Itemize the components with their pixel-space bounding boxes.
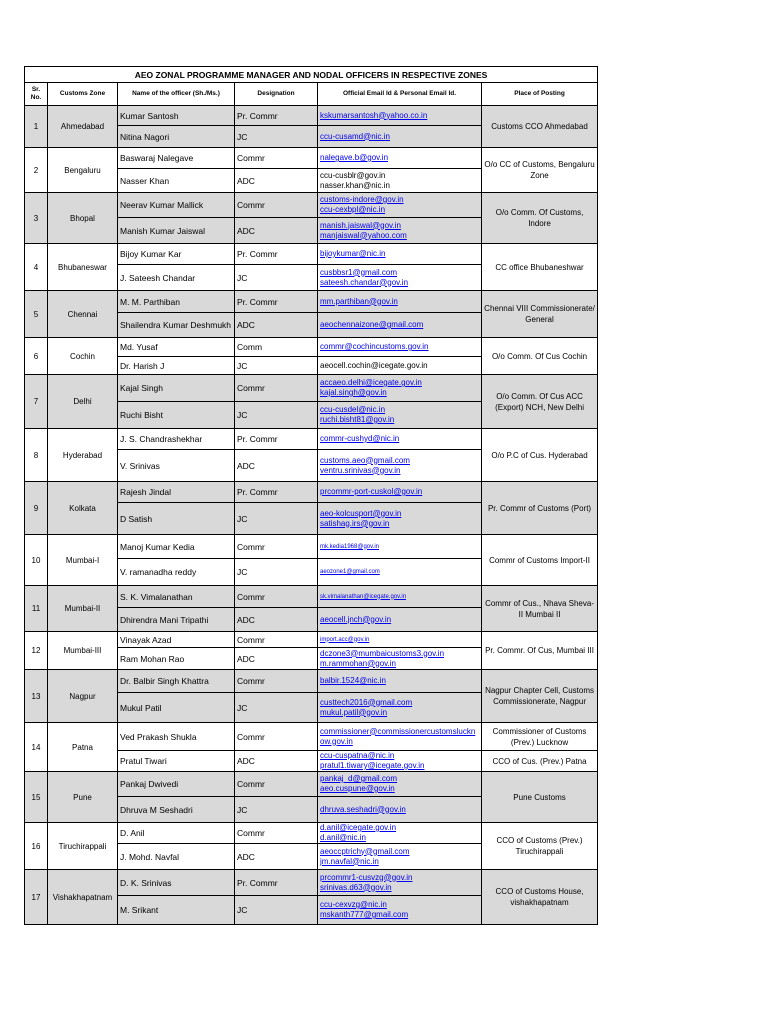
designation-cell: ADC — [235, 313, 318, 338]
email-link[interactable]: bijoykumar@nic.in — [320, 249, 386, 258]
email-link[interactable]: dczone3@mumbaicustoms3.gov.in — [320, 648, 445, 658]
officer-name-cell: Nitina Nagori — [118, 126, 235, 148]
officer-name-cell: J. Sateesh Chandar — [118, 265, 235, 291]
email-link[interactable]: d.anil@icegate.gov.in — [320, 823, 397, 832]
email-link[interactable]: custtech2016@gmail.com — [320, 697, 413, 707]
email-link[interactable]: pratul1.tiwary@icegate.gov.in — [320, 761, 425, 770]
place-of-posting-cell: O/o P.C of Cus. Hyderabad — [482, 429, 598, 482]
officer-name-cell: Ved Prakash Shukla — [118, 723, 235, 751]
zone-cell: Kolkata — [48, 482, 118, 535]
email-link[interactable]: customs.aeo@gmail.com — [320, 455, 410, 465]
zone-cell: Bengaluru — [48, 148, 118, 193]
sr-no-cell: 1 — [25, 106, 48, 148]
email-link[interactable]: balbir.1524@nic.in — [320, 676, 386, 685]
designation-cell: JC — [235, 265, 318, 291]
designation-cell: Commr — [235, 723, 318, 751]
sr-no-cell: 8 — [25, 429, 48, 482]
officer-name-cell: V. Srinivas — [118, 450, 235, 482]
designation-cell: ADC — [235, 169, 318, 193]
zone-cell: Cochin — [48, 338, 118, 375]
sr-no-cell: 2 — [25, 148, 48, 193]
officer-name-cell: Dhirendra Mani Tripathi — [118, 608, 235, 632]
table-row — [25, 535, 598, 559]
email-cell — [318, 670, 482, 693]
officer-name-cell: Pratul Tiwari — [118, 751, 235, 772]
designation-cell: Commr — [235, 632, 318, 648]
email-link[interactable]: sk.vimalanathan@icegate.gov.in — [320, 593, 407, 600]
table-row — [25, 823, 598, 844]
officer-name-cell: J. S. Chandrashekhar — [118, 429, 235, 450]
email-cell — [318, 608, 482, 632]
table-body — [25, 106, 598, 925]
officer-name-cell: Rajesh Jindal — [118, 482, 235, 503]
officer-name-cell: D. K. Srinivas — [118, 870, 235, 896]
designation-cell: Pr. Commr — [235, 482, 318, 503]
email-link[interactable]: cusbbsr1@gmail.com — [320, 267, 398, 277]
officer-name-cell: Dr. Harish J — [118, 357, 235, 375]
email-link[interactable]: mukul.patil@gov.in — [320, 707, 388, 717]
zone-cell: Tiruchirappali — [48, 823, 118, 870]
email-link[interactable]: manjaiswal@yahoo.com — [320, 230, 407, 240]
email-cell — [318, 896, 482, 925]
header-designation: Designation — [235, 83, 318, 106]
officer-name-cell: Dr. Balbir Singh Khattra — [118, 670, 235, 693]
designation-cell: Pr. Commr — [235, 429, 318, 450]
email-link[interactable]: prcommr-port-cuskol@gov.in — [320, 487, 423, 496]
header-email: Official Email Id & Personal Email Id. — [318, 83, 482, 106]
email-cell — [318, 218, 482, 244]
designation-cell: Commr — [235, 535, 318, 559]
place-of-posting-cell: O/o CC of Customs, Bengaluru Zone — [482, 148, 598, 193]
email-link[interactable]: srinivas.d63@gov.in — [320, 882, 392, 892]
email-cell — [318, 291, 482, 313]
sr-no-cell: 5 — [25, 291, 48, 338]
email-link[interactable]: kajal.singh@gov.in — [320, 388, 387, 397]
email-cell — [318, 375, 482, 402]
officer-name-cell: Vinayak Azad — [118, 632, 235, 648]
designation-cell: Commr — [235, 772, 318, 797]
officer-name-cell: Nasser Khan — [118, 169, 235, 193]
table-row — [25, 106, 598, 126]
email-link[interactable]: m.rammohan@gov.in — [320, 658, 396, 668]
designation-cell: Pr. Commr — [235, 870, 318, 896]
email-link[interactable]: ccu-cexvzg@nic.in — [320, 900, 387, 909]
officer-name-cell: M. Srikant — [118, 896, 235, 925]
email-cell — [318, 126, 482, 148]
zone-cell: Chennai — [48, 291, 118, 338]
sr-no-cell: 15 — [25, 772, 48, 823]
email-cell — [318, 429, 482, 450]
designation-cell: Comm — [235, 338, 318, 357]
designation-cell: Commr — [235, 586, 318, 608]
officer-name-cell: Manoj Kumar Kedia — [118, 535, 235, 559]
designation-cell: ADC — [235, 450, 318, 482]
email-link[interactable]: commr-cushyd@nic.in — [320, 434, 400, 443]
place-of-posting-cell: CCO of Customs (Prev.) Tiruchirappali — [482, 823, 598, 870]
email-cell — [318, 265, 482, 291]
place-of-posting-cell: Pr. Commr of Customs (Port) — [482, 482, 598, 535]
email-link[interactable]: aeochennaizone@gmail.com — [320, 320, 424, 329]
designation-cell: JC — [235, 797, 318, 823]
officer-name-cell: Dhruva M Seshadri — [118, 797, 235, 823]
designation-cell: ADC — [235, 751, 318, 772]
table-row — [25, 772, 598, 797]
officer-name-cell: Pankaj Dwivedi — [118, 772, 235, 797]
sr-no-cell: 6 — [25, 338, 48, 375]
sr-no-cell: 9 — [25, 482, 48, 535]
designation-cell: JC — [235, 503, 318, 535]
sr-no-cell: 16 — [25, 823, 48, 870]
email-cell — [318, 535, 482, 559]
table-row — [25, 482, 598, 503]
header-sr-no: Sr. No. — [25, 83, 48, 106]
email-cell — [318, 797, 482, 823]
officer-name-cell: Ruchi Bisht — [118, 402, 235, 429]
designation-cell: JC — [235, 896, 318, 925]
email-cell — [318, 844, 482, 870]
email-link[interactable]: satishag.irs@gov.in — [320, 518, 390, 528]
zone-cell: Mumbai-II — [48, 586, 118, 632]
email-cell — [318, 357, 482, 375]
email-cell — [318, 772, 482, 797]
email-link[interactable]: aeo-kolcusport@gov.in — [320, 508, 402, 518]
email-cell — [318, 693, 482, 723]
email-cell — [318, 723, 482, 751]
place-of-posting-cell: Commissioner of Customs (Prev.) Lucknow — [482, 723, 598, 751]
officer-name-cell: Bijoy Kumar Kar — [118, 244, 235, 265]
email-cell — [318, 823, 482, 844]
email-cell — [318, 148, 482, 169]
email-link[interactable]: mk.kedia1968@gov.in — [320, 543, 380, 550]
zone-cell: Mumbai-I — [48, 535, 118, 586]
sr-no-cell: 13 — [25, 670, 48, 723]
email-link[interactable]: kskumarsantosh@yahoo.co.in — [320, 110, 428, 120]
email-link[interactable]: jm.navfal@nic.in — [320, 856, 379, 866]
email-cell — [318, 402, 482, 429]
email-link[interactable]: aeocell.jnch@gov.in — [320, 614, 392, 624]
officer-name-cell: Md. Yusaf — [118, 338, 235, 357]
email-link[interactable]: aeoccptrichy@gmail.com — [320, 846, 410, 856]
email-link[interactable]: ventru.srinivas@gov.in — [320, 465, 401, 475]
officers-table — [24, 66, 598, 925]
place-of-posting-cell: Commr of Cus., Nhava Sheva-II Mumbai II — [482, 586, 598, 632]
place-of-posting-cell: Pune Customs — [482, 772, 598, 823]
officer-name-cell: Kajal Singh — [118, 375, 235, 402]
officer-name-cell: Kumar Santosh — [118, 106, 235, 126]
email-cell — [318, 169, 482, 193]
email-link[interactable]: accaeo.delhi@icegate.gov.in — [320, 378, 422, 387]
email-link[interactable]: commr@cochincustoms.gov.in — [320, 342, 429, 351]
place-of-posting-cell: Nagpur Chapter Cell, Customs Commissionerate, Nagpur — [482, 670, 598, 723]
email-link[interactable]: mm.parthiban@gov.in — [320, 296, 398, 306]
table-row — [25, 429, 598, 450]
email-link[interactable]: d.anil@nic.in — [320, 833, 366, 842]
table-row — [25, 193, 598, 218]
table-row — [25, 670, 598, 693]
table-row — [25, 586, 598, 608]
header-customs-zone: Customs Zone — [48, 83, 118, 106]
place-of-posting-cell: O/o Comm. Of Cus Cochin — [482, 338, 598, 375]
email-text: nasser.khan@nic.in — [320, 180, 390, 190]
email-link[interactable]: manish.jaiswal@gov.in — [320, 220, 401, 230]
sr-no-cell: 4 — [25, 244, 48, 291]
email-text: aeocell.cochin@icegate.gov.in — [320, 360, 428, 370]
email-cell — [318, 338, 482, 357]
email-link[interactable]: ruchi.bisht81@gov.in — [320, 415, 395, 424]
officer-name-cell: D Satish — [118, 503, 235, 535]
designation-cell: Pr. Commr — [235, 291, 318, 313]
officer-name-cell: D. Anil — [118, 823, 235, 844]
sr-no-cell: 7 — [25, 375, 48, 429]
place-of-posting-cell: CC office Bhubaneshwar — [482, 244, 598, 291]
email-cell — [318, 559, 482, 586]
zone-cell: Pune — [48, 772, 118, 823]
email-link[interactable]: ccu-cexbpl@nic.in — [320, 205, 386, 214]
place-of-posting-cell: Commr of Customs Import-II — [482, 535, 598, 586]
officer-name-cell: Manish Kumar Jaiswal — [118, 218, 235, 244]
table-row — [25, 632, 598, 648]
officer-name-cell: M. M. Parthiban — [118, 291, 235, 313]
email-cell — [318, 503, 482, 535]
email-link[interactable]: ccu-cusdel@nic.in — [320, 405, 386, 414]
email-link[interactable]: import.acc@gov.in — [320, 636, 370, 643]
designation-cell: ADC — [235, 844, 318, 870]
officer-name-cell: Neerav Kumar Mallick — [118, 193, 235, 218]
email-cell — [318, 450, 482, 482]
header-place-of-posting: Place of Posting — [482, 83, 598, 106]
email-link[interactable]: sateesh.chandar@gov.in — [320, 277, 409, 287]
email-cell — [318, 586, 482, 608]
zone-cell: Ahmedabad — [48, 106, 118, 148]
officer-name-cell: V. ramanadha reddy — [118, 559, 235, 586]
designation-cell: Pr. Commr — [235, 106, 318, 126]
sr-no-cell: 10 — [25, 535, 48, 586]
table-row — [25, 723, 598, 751]
designation-cell: JC — [235, 559, 318, 586]
designation-cell: Commr — [235, 670, 318, 693]
designation-cell: JC — [235, 402, 318, 429]
header-officer-name: Name of the officer (Sh./Ms.) — [118, 83, 235, 106]
zone-cell: Patna — [48, 723, 118, 772]
email-link[interactable]: dhruva.seshadri@gov.in — [320, 804, 406, 814]
email-link[interactable]: ccu-cusamd@nic.in — [320, 131, 390, 141]
table-row — [25, 870, 598, 896]
table-row — [25, 291, 598, 313]
place-of-posting-cell: Customs CCO Ahmedabad — [482, 106, 598, 148]
place-of-posting-cell: O/o Comm. Of Cus ACC (Export) NCH, New Delhi — [482, 375, 598, 429]
designation-cell: ADC — [235, 218, 318, 244]
table-row — [25, 338, 598, 357]
designation-cell: JC — [235, 126, 318, 148]
email-cell — [318, 632, 482, 648]
email-link[interactable]: aeozone1@gmail.com — [320, 569, 380, 575]
table-row — [25, 375, 598, 402]
zone-cell: Delhi — [48, 375, 118, 429]
email-link[interactable]: pankaj_d@gmail.com — [320, 774, 398, 783]
designation-cell: Commr — [235, 148, 318, 169]
designation-cell: ADC — [235, 608, 318, 632]
sr-no-cell: 14 — [25, 723, 48, 772]
email-cell — [318, 648, 482, 670]
officer-name-cell: Ram Mohan Rao — [118, 648, 235, 670]
designation-cell: ADC — [235, 648, 318, 670]
email-link[interactable]: mskanth777@gmail.com — [320, 910, 409, 919]
officer-name-cell: Shailendra Kumar Deshmukh — [118, 313, 235, 338]
place-of-posting-cell: Pr. Commr. Of Cus, Mumbai III — [482, 632, 598, 670]
email-cell — [318, 106, 482, 126]
table-row — [25, 244, 598, 265]
email-cell — [318, 870, 482, 896]
email-cell — [318, 751, 482, 772]
zone-cell: Vishakhapatnam — [48, 870, 118, 925]
officer-name-cell: S. K. Vimalanathan — [118, 586, 235, 608]
zone-cell: Bhubaneswar — [48, 244, 118, 291]
place-of-posting-cell: O/o Comm. Of Customs, Indore — [482, 193, 598, 244]
officer-name-cell: J. Mohd. Navfal — [118, 844, 235, 870]
email-link[interactable]: aeo.cuspune@gov.in — [320, 784, 395, 793]
designation-cell: Pr. Commr — [235, 244, 318, 265]
email-link[interactable]: nalegave.b@gov.in — [320, 153, 389, 162]
designation-cell: Commr — [235, 375, 318, 402]
email-cell — [318, 482, 482, 503]
designation-cell: JC — [235, 357, 318, 375]
designation-cell: Commr — [235, 823, 318, 844]
sr-no-cell: 17 — [25, 870, 48, 925]
email-link[interactable]: ccu-cuspatna@nic.in — [320, 751, 395, 760]
sr-no-cell: 3 — [25, 193, 48, 244]
email-cell — [318, 193, 482, 218]
email-cell — [318, 313, 482, 338]
place-of-posting-cell: CCO of Cus. (Prev.) Patna — [482, 751, 598, 772]
email-cell — [318, 244, 482, 265]
email-link[interactable]: prcommr1-cusvzg@gov.in — [320, 872, 413, 882]
designation-cell: Commr — [235, 193, 318, 218]
place-of-posting-cell: Chennai VIII Commissionerate/ General — [482, 291, 598, 338]
zone-cell: Nagpur — [48, 670, 118, 723]
designation-cell: JC — [235, 693, 318, 723]
sr-no-cell: 12 — [25, 632, 48, 670]
email-text: ccu-cusblr@gov.in — [320, 170, 386, 180]
place-of-posting-cell: CCO of Customs House, vishakhapatnam — [482, 870, 598, 925]
email-link[interactable]: customs-indore@gov.in — [320, 195, 404, 204]
zone-cell: Bhopal — [48, 193, 118, 244]
zone-cell: Mumbai-III — [48, 632, 118, 670]
sr-no-cell: 11 — [25, 586, 48, 632]
table-row — [25, 148, 598, 169]
zone-cell: Hyderabad — [48, 429, 118, 482]
page-title: AEO ZONAL PROGRAMME MANAGER AND NODAL OFFICERS IN RESPECTIVE ZONES — [25, 67, 598, 83]
email-link[interactable]: commissioner@commissionercustomslucknow.gov.in — [320, 726, 476, 746]
officer-name-cell: Baswaraj Nalegave — [118, 148, 235, 169]
officer-name-cell: Mukul Patil — [118, 693, 235, 723]
